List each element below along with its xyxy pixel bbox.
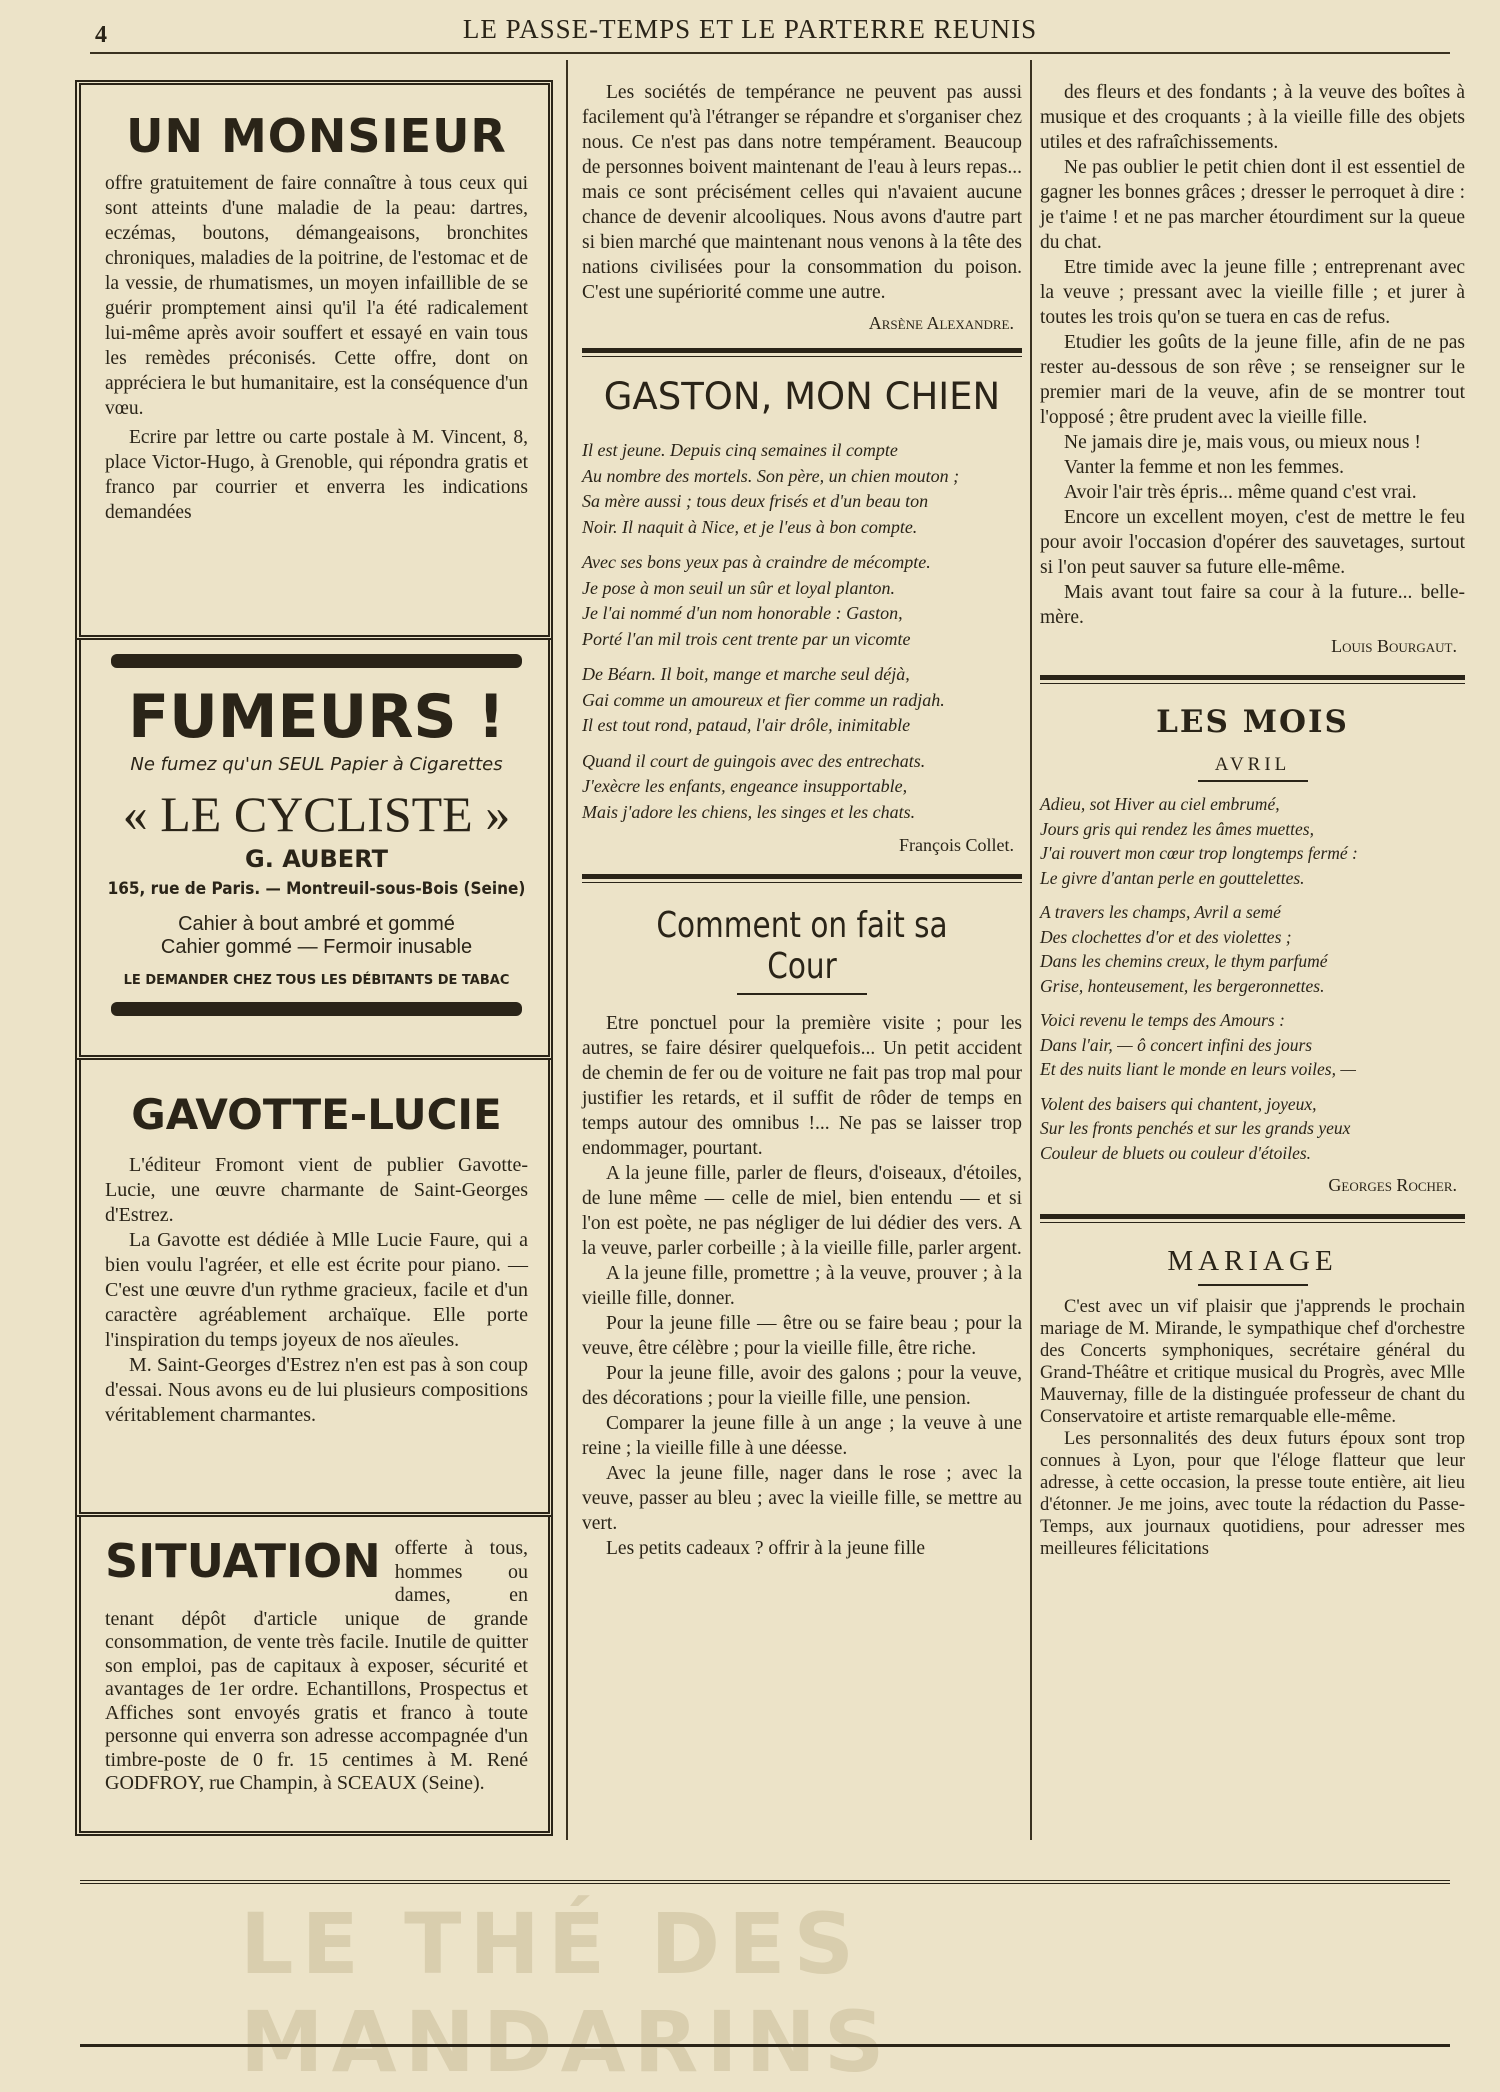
column-right (1040, 80, 1465, 1560)
article-title: Comment on fait sa Cour (656, 905, 948, 987)
paragraph: C'est avec un vif plaisir que j'apprends le prochain mariage de M. Mirande, le sympathique chef d'orchestre des Concerts symphoniques, secrétaire général du Grand-Théâtre et critique musical du Progrès, avec Mlle Mauvernay, fille de la distinguée professeur de chant du Conservatoire et artiste remarquable elle-même. (1040, 1297, 1465, 1427)
column-rule-2 (1030, 60, 1032, 1840)
section-rule (1040, 675, 1465, 684)
ad-address: 165, rue de Paris. — Montreuil-sous-Bois (Seine) (107, 879, 526, 899)
ad-body: offre gratuitement de faire connaître à tous ceux qui sont atteints d'une maladie de la peau: dartres, eczémas, boutons, démangeaisons, bronchites chroniques, maladies de la poitrine, de l'estomac et de la vessie, de rhumatismes, un moyen infaillible de se guérir promptement ainsi qu'il l'a été radicalement lui-même après avoir souffert et essayé en vain tous les remèdes préconisés. Cette offre, dont on appréciera le but humanitaire, est la conséquence d'un vœu. (105, 173, 528, 419)
poem-line: Dans l'air, — ô concert infini des jours (1040, 1034, 1313, 1055)
paragraph: des fleurs et des fondants ; à la veuve des boîtes à musique et des croquants ; à la vieille fille des objets utiles et des rafraîchissements. (1040, 82, 1465, 153)
poem-line: J'exècre les enfants, engeance insupportable, (582, 776, 908, 796)
author: Louis Bourgaut. (1331, 636, 1457, 656)
paragraph: Encore un excellent moyen, c'est de mettre le feu pour avoir l'occasion d'opérer des sauvetages, surtout si l'on peut sauver sa future elle-même. (1040, 507, 1465, 578)
section-rule (582, 874, 1022, 883)
ad-text (105, 1153, 528, 1428)
ad-gavotte-lucie (75, 1060, 553, 1517)
bottom-rule (80, 2044, 1450, 2047)
paragraph: Vanter la femme et non les femmes. (1064, 457, 1344, 478)
article-cour (582, 1011, 1022, 1561)
poem-line: Porté l'an mil trois cent trente par un vicomte (582, 628, 911, 649)
poem-stanza (582, 749, 1022, 826)
poem-line: Il est jeune. Depuis cinq semaines il compte (582, 440, 898, 460)
decorative-bar (111, 654, 522, 668)
poem-line: Des clochettes d'or et des violettes ; (1040, 926, 1292, 947)
poem-stanza (582, 438, 1022, 540)
paragraph: Avec la jeune fille, nager dans le rose ; avec la veuve, passer au bleu ; avec la vieille fille, se mettre au vert. (582, 1463, 1022, 1534)
paragraph: Pour la jeune fille, avoir des galons ; pour la veuve, des décorations ; pour la vieille fille, une pension. (582, 1363, 1022, 1409)
bottom-rule (80, 1880, 1450, 1884)
paragraph: Etre ponctuel pour la première visite ; pour les autres, se faire désirer quelquefois... Un petit accident de chemin de fer ou de voiture ne fait pas trop mal pour justifier les retards, et il suffit de rôder de temps en temps autour des omnibus !... Ne pas se laisser trop endommager, pourtant. (582, 1013, 1022, 1159)
poem-line: J'ai rouvert mon cœur trop longtemps fermé : (1040, 843, 1358, 863)
paragraph: Pour la jeune fille — être ou se faire beau ; pour la veuve, être célèbre ; pour la vieille fille, être riche. (582, 1313, 1022, 1359)
poem-line: Volent des baisers qui chantent, joyeux, (1040, 1093, 1317, 1114)
paragraph: A la jeune fille, promettre ; à la veuve, prouver ; à la vieille fille, donner. (582, 1263, 1022, 1309)
decorative-bar (111, 1002, 522, 1016)
poem-line: Dans les chemins creux, le thym parfumé (1040, 951, 1328, 971)
paragraph: La Gavotte est dédiée à Mlle Lucie Faure, qui a bien voulu l'agréer, et elle est écrite pour piano. — C'est une œuvre d'un rythme gracieux, facile et d'un caractère agréablement archaïque. Elle porte l'inspiration du temps joyeux de nos aïeules. (105, 1229, 528, 1351)
article-text: Les sociétés de tempérance ne peuvent pas aussi facilement qu'à l'étranger se répandre et s'organiser chez nous. Ce n'est pas dans notre tempérament. Beaucoup de personnes boivent maintenant de l'eau à leurs repas... mais ce sont précisément celles qui n'avaient aucune chance de devenir alcooliques. Nous avons d'autre part si bien marché que maintenant nous venons à la tête des nations civilisées pour la consommation du poison. C'est une supériorité comme une autre. (582, 82, 1022, 303)
author: Georges Rocher. (1328, 1175, 1457, 1195)
running-title: LE PASSE-TEMPS ET LE PARTERRE REUNIS (462, 14, 1038, 44)
ad-line: Cahier gommé — Fermoir inusable (160, 936, 473, 958)
poem-line: Jours gris qui rendez les âmes muettes, (1040, 818, 1314, 839)
header-rule (90, 52, 1450, 54)
ad-title: SITUATION (105, 1534, 381, 1588)
ad-footer: LE DEMANDER CHEZ TOUS LES DÉBITANTS DE TABAC (123, 973, 510, 988)
ad-maker: G. AUBERT (245, 845, 388, 873)
paragraph: M. Saint-Georges d'Estrez n'en est pas à son coup d'essai. Nous avons eu de lui plusieurs compositions véritablement charmantes. (105, 1354, 528, 1426)
poem-stanza (1040, 900, 1465, 998)
poem-line: Quand il court de guingois avec des entrechats. (582, 750, 926, 771)
page-number: 4 (95, 22, 107, 48)
poem-series-title: LES MOIS (1156, 704, 1349, 740)
ad-title: GAVOTTE-LUCIE (131, 1090, 502, 1139)
poem-stanza (582, 662, 1022, 739)
poem-stanza (1040, 1008, 1465, 1082)
ad-contact: Ecrire par lettre ou carte postale à M. Vincent, 8, place Victor-Hugo, à Grenoble, qui répondra gratis et franco par courrier et enverra les indications demandées (105, 427, 528, 523)
poem-title: GASTON, MON CHIEN (603, 375, 1001, 418)
poem-line: Adieu, sot Hiver au ciel embrumé, (1040, 794, 1280, 814)
article-mariage (1040, 1296, 1465, 1560)
paragraph: Ne pas oublier le petit chien dont il est essentiel de gagner les bonnes grâces ; dresser le perroquet à dire : je t'aime ! et ne pas marcher étourdiment sur la queue du chat. (1040, 157, 1465, 253)
poem-line: Je pose à mon seuil un sûr et loyal planton. (582, 577, 895, 598)
poem-line: Il est tout rond, pataud, l'air drôle, inimitable (582, 715, 911, 735)
show-through-text: LE THÉ DES MANDARINS (240, 1895, 893, 2091)
author: Arsène Alexandre. (868, 313, 1014, 333)
ad-title: FUMEURS ! (128, 682, 505, 752)
ad-un-monsieur (75, 80, 553, 640)
paragraph: Etudier les goûts de la jeune fille, afin de ne pas rester au-dessous de son rêve ; se renseigner sur le premier mari de la veuve, afin de se montrer tout l'opposé ; être prudent avec la vieille fille. (1040, 332, 1465, 428)
column-middle (582, 80, 1022, 1561)
ad-brand: « LE CYCLISTE » (122, 786, 511, 842)
ad-line: Cahier à bout ambré et gommé (178, 913, 455, 935)
poem-line: Mais j'adore les chiens, les singes et les chats. (582, 801, 916, 822)
poem-line: Sa mère aussi ; tous deux frisés et d'un beau ton (582, 491, 929, 511)
paragraph: A la jeune fille, parler de fleurs, d'oiseaux, d'étoiles, de lune même — celle de miel, bien entendu — et si l'on est poète, ne pas négliger de lui dédier des vers. A la veuve, parler corbeille ; à la vieille fille, parler argent. (582, 1163, 1022, 1259)
author: François Collet. (899, 835, 1014, 855)
paragraph: Les personnalités des deux futurs époux sont trop connues à Lyon, pour que l'éloge flatteur que leur adresse, à cette occasion, la presse toute entière, ait lieu d'étonner. Je me joins, avec toute la rédaction du Passe-Temps, aux journaux quotidiens, pour adresser mes meilleures félicitations (1040, 1429, 1465, 1559)
poem-line: De Béarn. Il boit, mange et marche seul déjà, (582, 664, 910, 684)
poem-title: AVRIL (1214, 754, 1291, 775)
title-underline (737, 993, 867, 995)
poem-line: Sur les fronts penchés et sur les grands yeux (1040, 1118, 1351, 1138)
poem-line: Au nombre des mortels. Son père, un chien mouton ; (582, 465, 960, 486)
paragraph: Avoir l'air très épris... même quand c'est vrai. (1064, 482, 1417, 503)
ad-title: UN MONSIEUR (126, 109, 507, 163)
poem-avril (1040, 792, 1465, 1165)
ad-fumeurs (75, 640, 553, 1060)
ad-subtitle: Ne fumez qu'un SEUL Papier à Cigarettes (130, 754, 503, 775)
poem-line: A travers les champs, Avril a semé (1040, 902, 1281, 922)
poem-line: Couleur de bluets ou couleur d'étoiles. (1040, 1142, 1312, 1163)
title-underline (1198, 780, 1308, 782)
poem-line: Noir. Il naquit à Nice, et je l'eus à bon compte. (582, 516, 918, 537)
ad-body: offerte à tous, hommes ou dames, en tenant dépôt d'article unique de grande consommation, de vente très facile. Inutile de quitter son emploi, pas de capitaux à exposer, sécurité et avantages de 1er ordre. Echantillons, Prospectus et Affiches sont envoyés gratis et franco à toute personne qui enverra son adresse accompagnée d'un timbre-poste de 0 fr. 15 centimes à M. René GODFROY, rue Champin, à SCEAUX (Seine). (105, 1537, 528, 1794)
poem-line: Et des nuits liant le monde en leurs voiles, — (1040, 1059, 1356, 1079)
paragraph: L'éditeur Fromont vient de publier Gavotte-Lucie, une œuvre charmante de Saint-Georges d'Estrez. (105, 1154, 528, 1226)
ad-text (105, 1534, 528, 1796)
title-underline (1198, 1284, 1308, 1286)
paragraph: Ne jamais dire je, mais vous, ou mieux nous ! (1064, 432, 1421, 453)
article-cour-continued (1040, 80, 1465, 630)
poem-gaston (582, 438, 1022, 825)
poem-stanza (1040, 1092, 1465, 1166)
paragraph: Mais avant tout faire sa cour à la future... belle-mère. (1040, 582, 1465, 628)
column-ads (75, 80, 553, 1836)
paragraph: Les petits cadeaux ? offrir à la jeune fille (606, 1538, 926, 1559)
poem-line: Je l'ai nommé d'un nom honorable : Gaston, (582, 603, 903, 623)
poem-stanza (582, 550, 1022, 652)
poem-line: Avec ses bons yeux pas à craindre de mécompte. (582, 552, 931, 572)
poem-line: Le givre d'antan perle en gouttelettes. (1040, 867, 1305, 888)
section-rule (582, 348, 1022, 357)
column-rule-1 (566, 60, 568, 1840)
ad-text (105, 171, 528, 525)
article-title: MARIAGE (1167, 1245, 1338, 1277)
poem-stanza (1040, 792, 1465, 890)
section-rule (1040, 1214, 1465, 1223)
paragraph: Comparer la jeune fille à un ange ; la veuve à une reine ; la vieille fille à une déesse. (582, 1413, 1022, 1459)
poem-line: Gai comme un amoureux et fier comme un radjah. (582, 689, 945, 710)
article-temperance (582, 80, 1022, 305)
ad-situation (75, 1517, 553, 1836)
paragraph: Etre timide avec la jeune fille ; entreprenant avec la veuve ; pressant avec la vieille fille ; et jurer à toutes les trois qu'on se tuera en cas de refus. (1040, 257, 1465, 328)
poem-line: Grise, honteusement, les bergeronnettes. (1040, 975, 1325, 996)
poem-line: Voici revenu le temps des Amours : (1040, 1010, 1285, 1030)
